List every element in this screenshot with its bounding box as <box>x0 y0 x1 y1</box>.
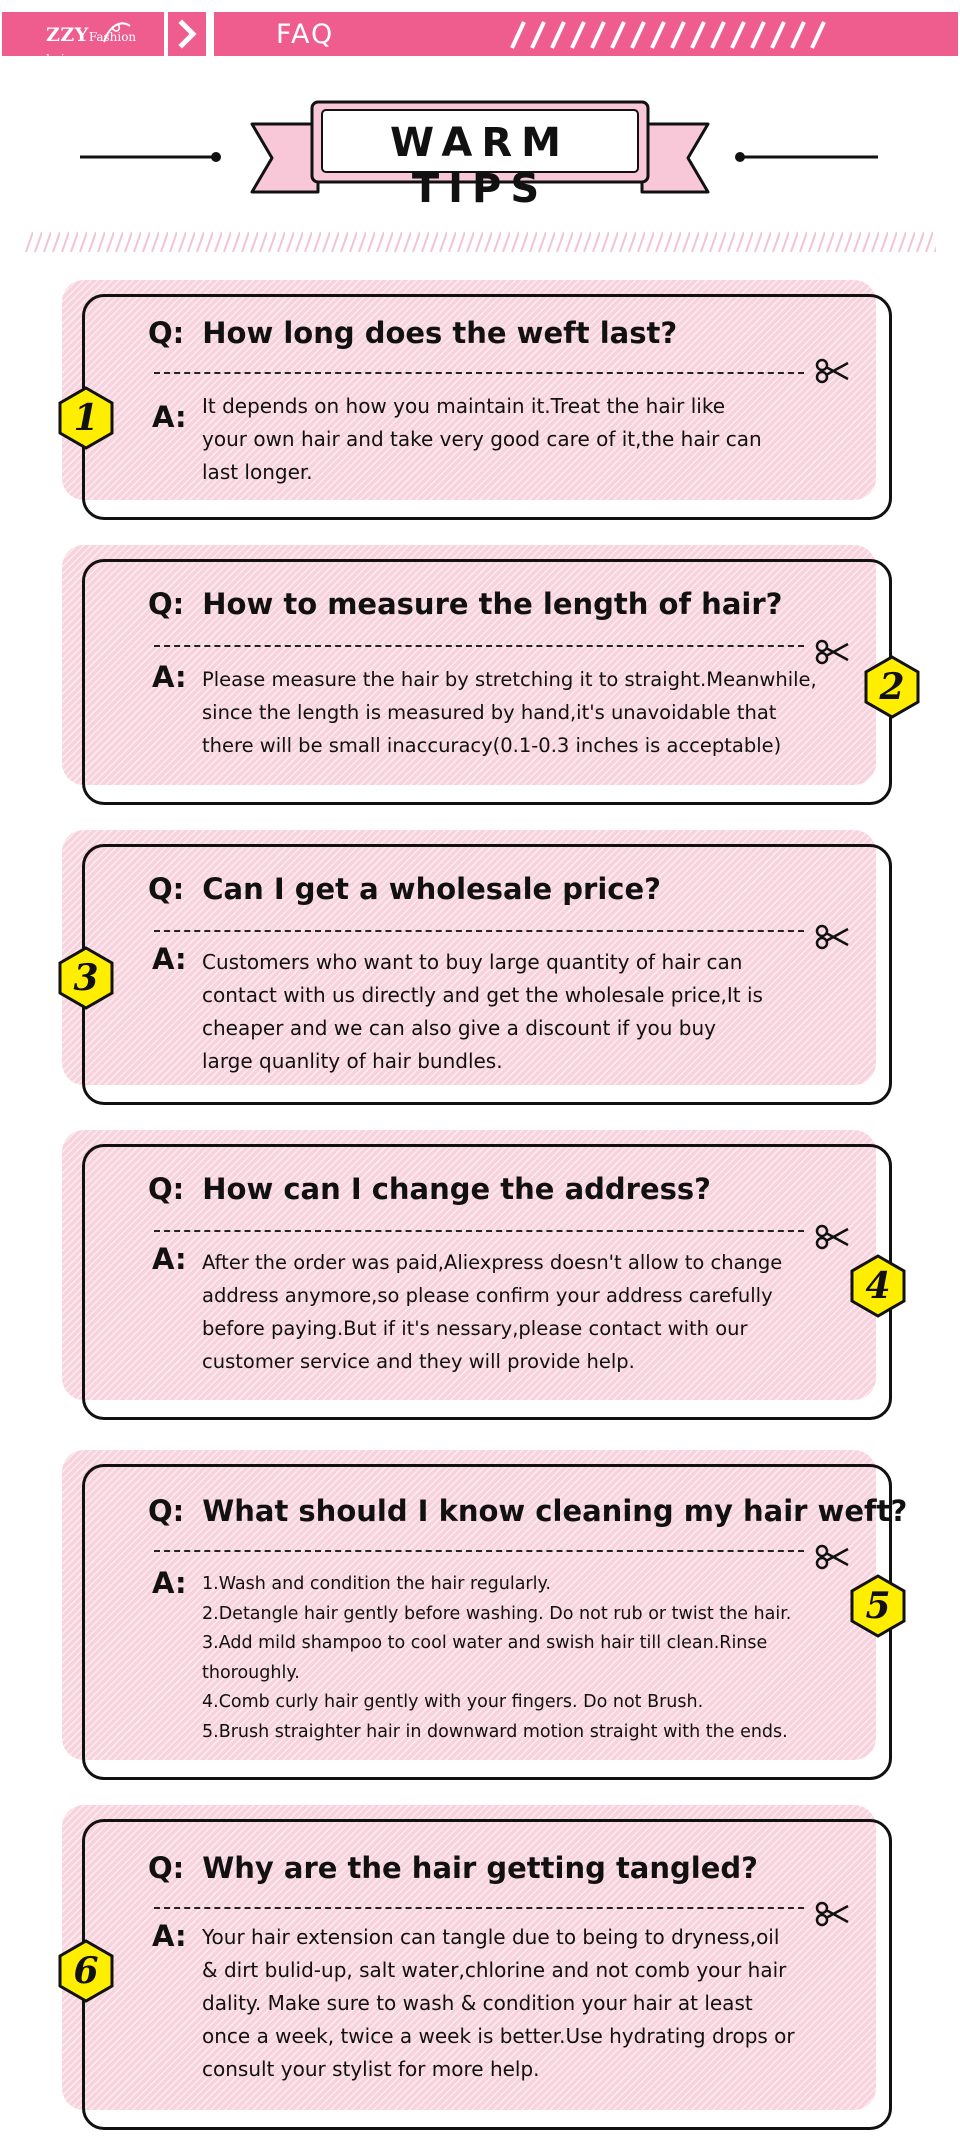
badge-number: 4 <box>865 1265 891 1307</box>
faq-answer <box>202 946 842 1078</box>
a-prefix: A: <box>152 660 187 694</box>
dashed-divider <box>154 1907 804 1909</box>
a-prefix: A: <box>152 400 187 434</box>
stripes-decoration <box>504 20 844 50</box>
answer-line: consult your stylist for more help. <box>202 2057 540 2081</box>
answer-line: last longer. <box>202 460 313 484</box>
section-title: FAQ <box>276 19 335 50</box>
a-prefix: A: <box>152 942 187 976</box>
chevron-right-icon[interactable] <box>168 12 206 56</box>
q-prefix: Q: <box>148 1851 185 1885</box>
faq-card-2 <box>62 545 905 805</box>
answer-line: address anymore,so please confirm your address carefully <box>202 1284 773 1307</box>
faq-card-6 <box>62 1805 892 2130</box>
dashed-divider <box>154 1230 804 1232</box>
faq-question <box>148 587 782 621</box>
logo-text <box>46 24 164 68</box>
faq-answer <box>202 1921 842 2086</box>
faq-question <box>148 316 677 350</box>
answer-line: since the length is measured by hand,it's unavoidable that <box>202 701 777 724</box>
q-prefix: Q: <box>148 1494 185 1528</box>
answer-line: thoroughly. <box>202 1662 300 1683</box>
answer-line: It depends on how you maintain it.Treat the hair like <box>202 394 726 418</box>
logo-subtitle: Fashion hair <box>46 30 137 66</box>
answer-line: once a week, twice a week is better.Use hydrating drops or <box>202 2024 795 2048</box>
answer-line: 5.Brush straighter hair in downward motion straight with the ends. <box>202 1721 788 1742</box>
answer-line: your own hair and take very good care of it,the hair can <box>202 427 762 451</box>
dashed-divider <box>154 930 804 932</box>
answer-line: Customers who want to buy large quantity of hair can <box>202 950 743 974</box>
q-prefix: Q: <box>148 1172 185 1206</box>
answer-line: 1.Wash and condition the hair regularly. <box>202 1574 551 1594</box>
logo[interactable] <box>2 12 164 66</box>
faq-answer <box>202 390 842 489</box>
question-text: Can I get a wholesale price? <box>202 872 661 906</box>
answer-line: 2.Detangle hair gently before washing. Do not rub or twist the hair. <box>202 1603 792 1624</box>
faq-answer <box>202 1246 862 1378</box>
answer-line: 4.Comb curly hair gently with your fingers. Do not Brush. <box>202 1692 704 1712</box>
stripe-divider <box>24 232 936 252</box>
faq-question <box>148 872 661 906</box>
badge-number: 1 <box>73 397 99 439</box>
a-prefix: A: <box>152 1242 187 1276</box>
logo-main: ZZY <box>46 24 89 46</box>
q-prefix: Q: <box>148 872 185 906</box>
dashed-divider <box>154 645 804 647</box>
faq-question <box>148 1172 711 1206</box>
faq-question <box>148 1494 907 1528</box>
question-text: How long does the weft last? <box>202 316 678 350</box>
answer-line: large quanlity of hair bundles. <box>202 1049 503 1073</box>
faq-card-4 <box>62 1130 892 1420</box>
q-prefix: Q: <box>148 587 185 621</box>
dashed-divider <box>154 372 804 374</box>
badge-number: 5 <box>865 1585 891 1627</box>
badge-number: 3 <box>73 957 99 999</box>
question-text: How can I change the address? <box>202 1172 711 1206</box>
a-prefix: A: <box>152 1919 187 1953</box>
chevron-right-icon-glyph <box>168 12 206 56</box>
answer-line: cheaper and we can also give a discount if you buy <box>202 1016 717 1040</box>
section-bar <box>214 12 958 56</box>
a-prefix: A: <box>152 1566 187 1600</box>
top-header <box>0 12 960 66</box>
faq-card-3 <box>62 830 892 1105</box>
answer-line: before paying.But if it's nessary,please contact with our <box>202 1317 748 1340</box>
faq-card-5 <box>62 1450 908 1780</box>
dashed-divider <box>154 1550 804 1552</box>
scissors-icon <box>814 356 850 386</box>
q-prefix: Q: <box>148 316 185 350</box>
faq-card-1 <box>62 280 892 520</box>
badge-number: 2 <box>879 666 905 708</box>
question-text: What should I know cleaning my hair weft? <box>202 1494 908 1528</box>
badge-number: 6 <box>73 1950 99 1992</box>
answer-line: there will be small inaccuracy(0.1-0.3 inches is acceptable) <box>202 734 782 757</box>
title-banner <box>0 100 960 210</box>
answer-line: & dirt bulid-up, salt water,chlorine and not comb your hair <box>202 1958 787 1982</box>
faq-answer <box>202 663 862 762</box>
answer-line: 3.Add mild shampoo to cool water and swish hair till clean.Rinse <box>202 1633 768 1653</box>
faq-question <box>148 1851 758 1885</box>
answer-line: customer service and they will provide help. <box>202 1350 635 1373</box>
question-text: How to measure the length of hair? <box>202 587 783 621</box>
scissors-icon <box>814 1542 850 1572</box>
faq-answer <box>202 1570 838 1747</box>
answer-line: Your hair extension can tangle due to being to dryness,oil <box>202 1925 780 1949</box>
answer-line: dality. Make sure to wash & condition your hair at least <box>202 1991 753 2015</box>
answer-line: contact with us directly and get the wholesale price,It is <box>202 983 763 1007</box>
answer-line: After the order was paid,Aliexpress doesn't allow to change <box>202 1251 783 1274</box>
question-text: Why are the hair getting tangled? <box>202 1851 758 1885</box>
answer-line: Please measure the hair by stretching it to straight.Meanwhile, <box>202 668 817 691</box>
page-title: WARM TIPS <box>390 120 570 212</box>
